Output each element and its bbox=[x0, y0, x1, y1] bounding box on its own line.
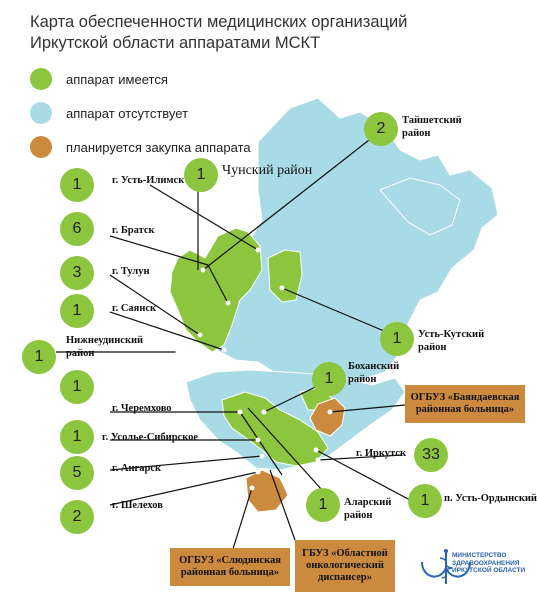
count-circle-usolye: 1 bbox=[60, 420, 94, 454]
count-circle-irkutsk: 33 bbox=[414, 438, 448, 472]
district-label-alar: Аларский район bbox=[344, 497, 392, 521]
leader-dot bbox=[198, 333, 203, 338]
district-label-tulun: г. Тулун bbox=[112, 266, 150, 277]
district-label-taishet: Тайшетский район bbox=[402, 115, 462, 139]
leader-dot bbox=[238, 410, 243, 415]
leader-dot bbox=[316, 458, 321, 463]
planned-box-bayandai: ОГБУЗ «Баяндаевская районная больница» bbox=[405, 385, 525, 423]
count-circle-ust-orda: 1 bbox=[408, 484, 442, 518]
ministry-caption bbox=[452, 552, 525, 575]
leader-dot bbox=[328, 410, 333, 415]
map-title-line1: Карта обеспеченности медицинских организаций bbox=[30, 13, 408, 31]
district-label-bokhan: Боханский район bbox=[348, 361, 400, 385]
district-label-irkutsk: г. Иркутск bbox=[356, 448, 406, 459]
count-circle-alar: 1 bbox=[306, 488, 340, 522]
district-label-bratsk: г. Братск bbox=[112, 225, 155, 236]
leader-dot bbox=[256, 438, 261, 443]
leader-dot bbox=[256, 470, 261, 475]
district-label-ust-kut: Усть-Кутский район bbox=[418, 329, 485, 353]
count-circle-cheremkhovo: 1 bbox=[60, 370, 94, 404]
leader-line-bratsk bbox=[110, 236, 208, 265]
leader-dot bbox=[314, 448, 319, 453]
district-label-cheremkhovo: г. Черемхово bbox=[112, 403, 172, 414]
ministry-line1: МИНИСТЕРСТВО bbox=[452, 552, 507, 559]
leader-line-slyudyanka bbox=[232, 488, 252, 552]
count-circle-nizhneudinsk: 1 bbox=[22, 340, 56, 374]
ministry-line2: ЗДРАВООХРАНЕНИЯ bbox=[452, 559, 520, 567]
leader-dot bbox=[260, 454, 265, 459]
count-circle-tulun: 3 bbox=[60, 256, 94, 290]
count-circle-ust-ilimsk: 1 bbox=[60, 168, 94, 202]
count-circle-bratsk: 6 bbox=[60, 212, 94, 246]
region-orange-slyudyanka bbox=[246, 470, 288, 512]
count-circle-taishet: 2 bbox=[364, 112, 398, 146]
district-label-sayansk: г. Саянск bbox=[112, 303, 157, 314]
map-title-line2: Иркутской области аппаратами МСКТ bbox=[30, 34, 321, 52]
leader-dot bbox=[256, 248, 261, 253]
count-circle-sayansk: 1 bbox=[60, 294, 94, 328]
planned-box-slyudyanka: ОГБУЗ «Слюдянская районная больница» bbox=[170, 548, 290, 586]
district-label-ust-orda: п. Усть-Ордынский bbox=[444, 493, 537, 504]
district-label-usolye: г. Усолье-Сибирское bbox=[102, 432, 199, 443]
district-label-chuna: Чунский район bbox=[222, 163, 313, 178]
district-label-nizhneudinsk: Нижнеудинский район bbox=[66, 335, 144, 359]
district-label-angarsk: г. Ангарск bbox=[112, 463, 162, 474]
leader-dot bbox=[176, 350, 181, 355]
count-circle-ust-kut: 1 bbox=[380, 322, 414, 356]
leader-dot bbox=[280, 286, 285, 291]
district-label-shelekhov: г. Шелехов bbox=[112, 500, 163, 511]
legend-label: планируется закупка аппарата bbox=[66, 139, 251, 155]
legend-label: аппарат имеется bbox=[66, 71, 168, 87]
leader-dot bbox=[262, 410, 267, 415]
ministry-line3: ИРКУТСКОЙ ОБЛАСТИ bbox=[452, 567, 526, 574]
leader-dot bbox=[222, 348, 227, 353]
count-circle-shelekhov: 2 bbox=[60, 500, 94, 534]
legend-label: аппарат отсутствует bbox=[66, 105, 189, 121]
leader-dot bbox=[226, 301, 231, 306]
leader-line-ust-ilimsk bbox=[150, 185, 258, 250]
district-label-ust-ilimsk: г. Усть-Илимск bbox=[112, 175, 185, 186]
count-circle-angarsk: 5 bbox=[60, 456, 94, 490]
planned-box-oncology: ГБУЗ «Областной онкологический диспансер» bbox=[295, 540, 395, 592]
count-circle-chuna: 1 bbox=[184, 158, 218, 192]
count-circle-bokhan: 1 bbox=[312, 362, 346, 396]
leader-dot bbox=[201, 268, 206, 273]
leader-dot bbox=[250, 486, 255, 491]
